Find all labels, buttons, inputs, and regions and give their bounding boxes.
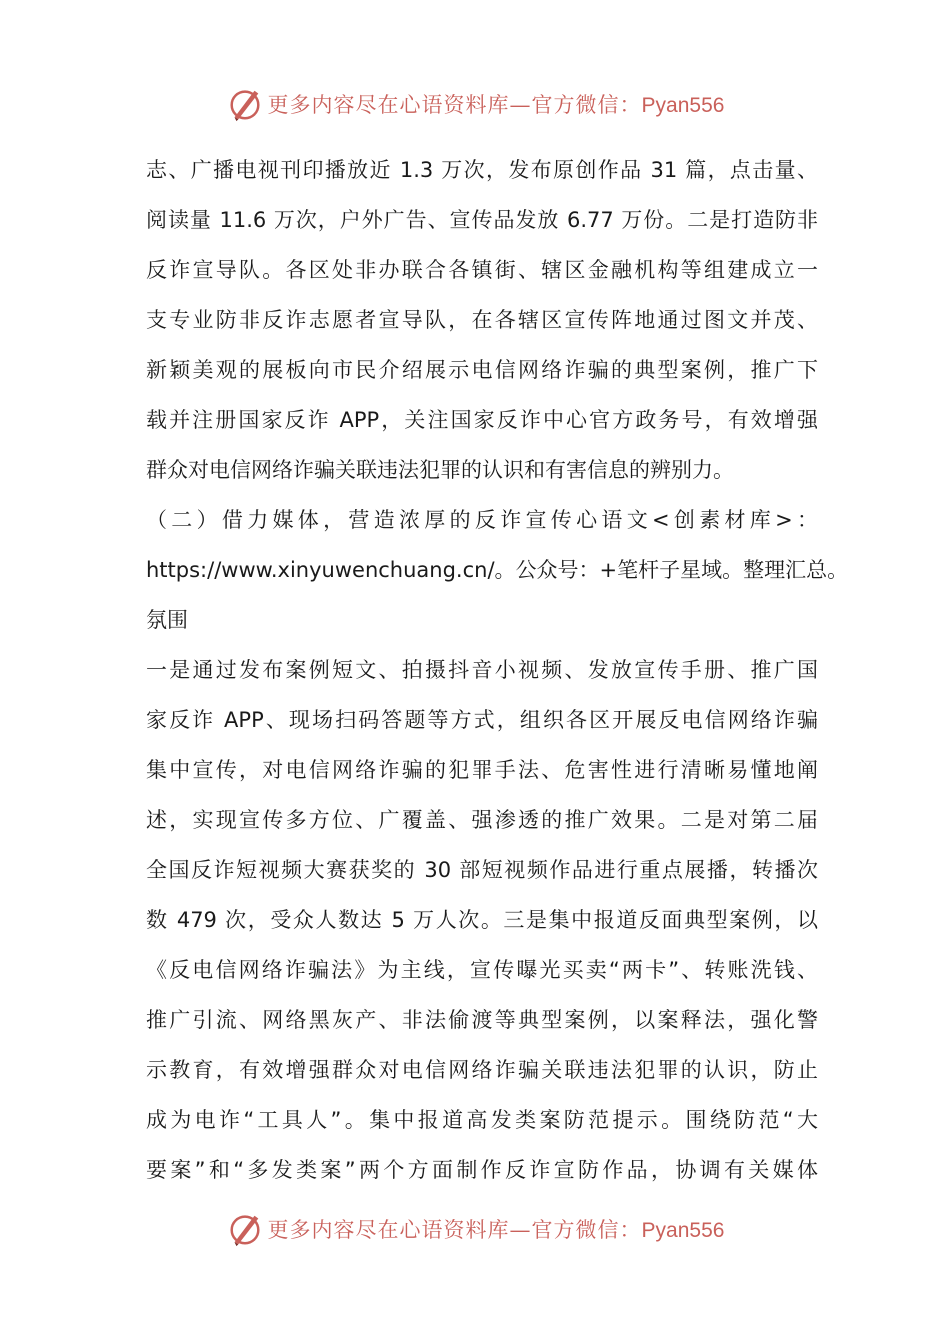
document-body xyxy=(146,145,849,1195)
text-line: 成为电诈“工具人”。集中报道高发类案防范提示。围绕防范“大 xyxy=(146,1108,818,1132)
pen-circle-logo-icon xyxy=(226,85,264,123)
text-line: 阅读量 11.6 万次，户外广告、宣传品发放 6.77 万份。二是打造防非 xyxy=(146,208,818,232)
text-line: 家反诈 APP、现场扫码答题等方式，组织各区开展反电信网络诈骗 xyxy=(146,708,818,732)
text-line: 要案”和“多发类案”两个方面制作反诈宣防作品，协调有关媒体 xyxy=(146,1158,818,1182)
header-banner xyxy=(0,82,950,126)
text-line: 述，实现宣传多方位、广覆盖、强渗透的推广效果。二是对第二届 xyxy=(146,808,818,832)
banner-text: 更多内容尽在心语资料库—官方微信：Pyan556 xyxy=(267,93,725,117)
text-line: 《反电信网络诈骗法》为主线，宣传曝光买卖“两卡”、转账洗钱、 xyxy=(146,958,818,982)
text-line: 群众对电信网络诈骗关联违法犯罪的认识和有害信息的辨别力。 xyxy=(146,458,734,482)
footer-banner xyxy=(0,1207,950,1251)
wechat-id: Pyan556 xyxy=(641,94,725,117)
text-line: 推广引流、网络黑灰产、非法偷渡等典型案例，以案释法，强化警 xyxy=(146,1008,818,1032)
text-line: 氛围 xyxy=(146,608,188,632)
pen-circle-logo-icon xyxy=(226,1210,264,1248)
text-line: 新颖美观的展板向市民介绍展示电信网络诈骗的典型案例，推广下 xyxy=(146,358,818,382)
section-heading: （二）借力媒体，营造浓厚的反诈宣传心语文<创素材库>： xyxy=(146,508,818,532)
text-line: 支专业防非反诈志愿者宣导队，在各辖区宣传阵地通过图文并茂、 xyxy=(146,308,818,332)
text-line: 一是通过发布案例短文、拍摄抖音小视频、发放宣传手册、推广国 xyxy=(146,658,818,682)
text-line: 反诈宣导队。各区处非办联合各镇街、辖区金融机构等组建成立一 xyxy=(146,258,818,282)
text-line: 集中宣传，对电信网络诈骗的犯罪手法、危害性进行清晰易懂地阐 xyxy=(146,758,818,782)
text-line: 示教育，有效增强群众对电信网络诈骗关联违法犯罪的认识，防止 xyxy=(146,1058,818,1082)
text-line: 数 479 次，受众人数达 5 万人次。三是集中报道反面典型案例，以 xyxy=(146,908,818,932)
banner-text: 更多内容尽在心语资料库—官方微信：Pyan556 xyxy=(267,1218,725,1242)
wechat-id: Pyan556 xyxy=(641,1219,725,1242)
text-line: 志、广播电视刊印播放近 1.3 万次，发布原创作品 31 篇，点击量、 xyxy=(146,158,818,182)
text-line: https://www.xinyuwenchuang.cn/。公众号：+笔杆子星域。整理汇总。 xyxy=(146,558,849,582)
text-line: 载并注册国家反诈 APP，关注国家反诈中心官方政务号，有效增强 xyxy=(146,408,818,432)
text-line: 全国反诈短视频大赛获奖的 30 部短视频作品进行重点展播，转播次 xyxy=(146,858,818,882)
